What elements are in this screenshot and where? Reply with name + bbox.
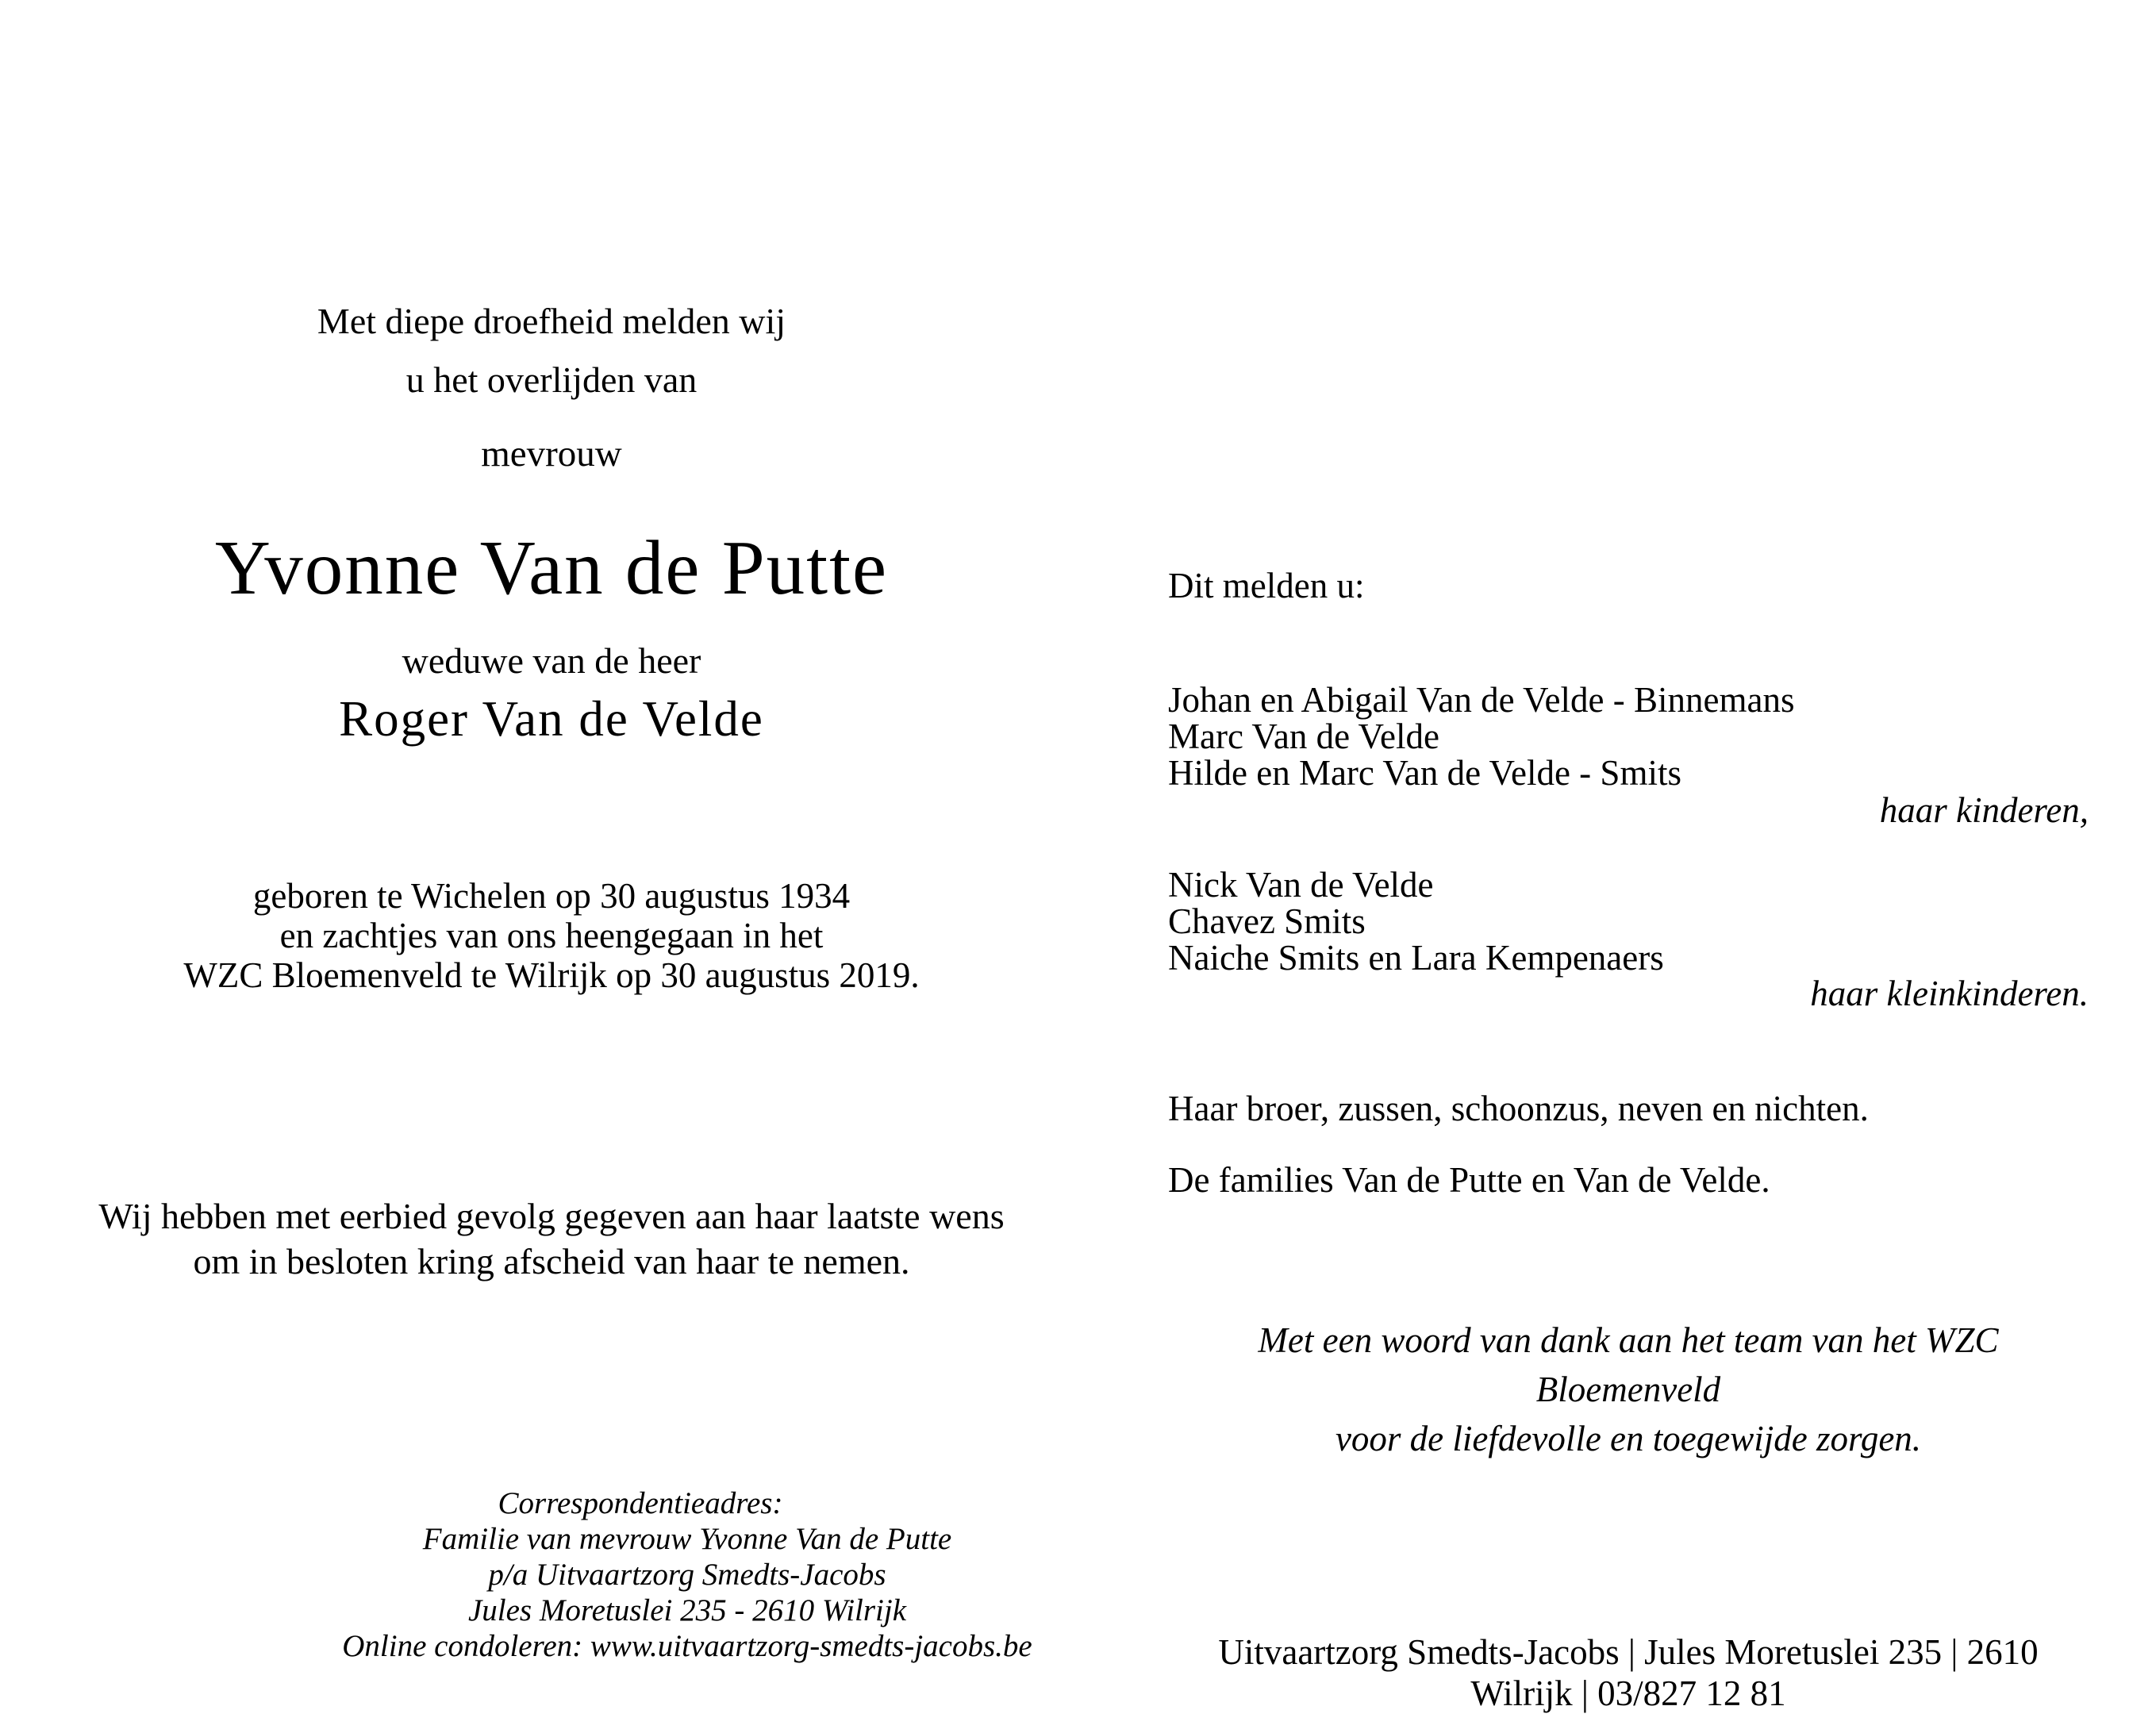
grandchildren-caption: haar kleinkinderen.	[1810, 974, 2089, 1013]
grandchild-entry-3: Naiche Smits en Lara Kempenaers	[1168, 938, 1664, 978]
grandchild-entry-2: Chavez Smits	[1168, 901, 1366, 941]
children-list	[1168, 682, 2089, 791]
right-column	[1168, 0, 2089, 1733]
grandchild-entry-1: Nick Van de Velde	[1168, 865, 1434, 905]
deceased-name: Yvonne Van de Putte	[214, 525, 889, 610]
correspondence-condolence-line: Online condoleren: www.uitvaartzorg-smedts-jacobs.be	[342, 1629, 1032, 1663]
intro-line-2: u het overlijden van	[405, 359, 698, 400]
thanks-text	[1168, 1316, 2089, 1463]
announcement-label: Dit melden u:	[1168, 566, 1365, 605]
spouse-name: Roger Van de Velde	[339, 691, 764, 747]
birth-line: geboren te Wichelen op 30 augustus 1934	[252, 876, 851, 916]
correspondence-family-line: Familie van mevrouw Yvonne Van de Putte	[422, 1522, 952, 1556]
widow-of-label: weduwe van de heer	[402, 640, 701, 681]
honorific-label: mevrouw	[481, 433, 622, 475]
thanks-line-2: voor de liefdevolle en toegewijde zorgen.	[1335, 1419, 1922, 1458]
farewell-line-2: om in besloten kring afscheid van haar te nemen.	[193, 1241, 910, 1281]
relatives-line: Haar broer, zussen, schoonzus, neven en nichten.	[1168, 1089, 1869, 1128]
correspondence-address-line: Jules Moretuslei 235 - 2610 Wilrijk	[467, 1593, 907, 1627]
intro-line-1: Met diepe droefheid melden wij	[317, 301, 786, 341]
child-entry-1: Johan en Abigail Van de Velde - Binnemans	[1168, 680, 1795, 720]
intro-text	[0, 292, 1103, 409]
passing-line: en zachtjes van ons heengegaan in het	[279, 916, 824, 955]
child-entry-3: Hilde en Marc Van de Velde - Smits	[1168, 753, 1681, 793]
grandchildren-list	[1168, 866, 2089, 976]
child-entry-2: Marc Van de Velde	[1168, 717, 1439, 756]
life-dates-text	[0, 876, 1103, 995]
correspondence-block	[89, 1485, 1192, 1664]
thanks-line-1: Met een woord van dank aan het team van het WZC Bloemenveld	[1258, 1320, 1999, 1409]
death-place-line: WZC Bloemenveld te Wilrijk op 30 augustus 2019.	[183, 955, 920, 995]
farewell-line-1: Wij hebben met eerbied gevolg gegeven aan haar laatste wens	[98, 1196, 1005, 1236]
footer-contact-line: Uitvaartzorg Smedts-Jacobs | Jules Moretuslei 235 | 2610 Wilrijk | 03/827 12 81	[1218, 1632, 2039, 1713]
children-caption: haar kinderen,	[1879, 790, 2089, 830]
correspondence-label: Correspondentieadres:	[498, 1486, 783, 1520]
farewell-text	[0, 1193, 1103, 1284]
correspondence-lines	[183, 1521, 1192, 1664]
families-line: De families Van de Putte en Van de Velde.	[1168, 1160, 1770, 1200]
correspondence-care-of-line: p/a Uitvaartzorg Smedts-Jacobs	[488, 1558, 886, 1592]
